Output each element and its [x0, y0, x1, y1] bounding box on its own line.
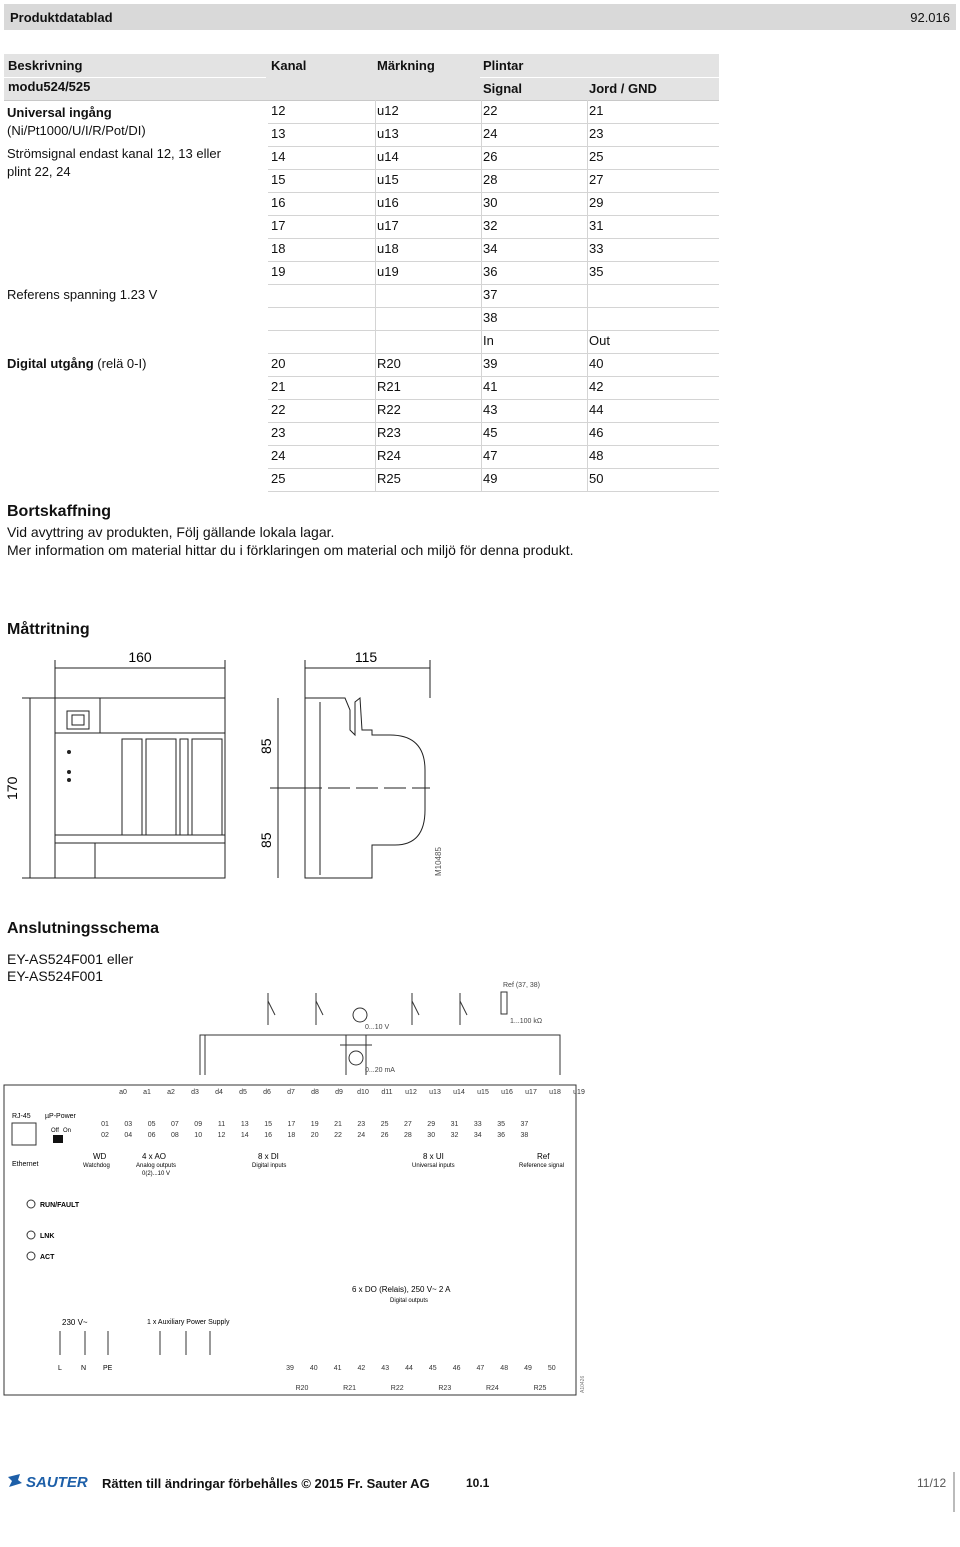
- output-terminal-number: 44: [405, 1365, 413, 1372]
- table-row-divider: [268, 399, 719, 400]
- row-markning: R22: [377, 402, 401, 417]
- terminal-number: 33: [473, 1121, 482, 1128]
- desc-ui-note2: plint 22, 24: [7, 164, 71, 179]
- row-markning: u14: [377, 149, 399, 164]
- terminal-number: 35: [497, 1121, 505, 1128]
- table-row-divider: [268, 146, 719, 147]
- row-gnd: 25: [589, 149, 604, 164]
- row-markning: u12: [377, 103, 399, 118]
- dim-height-lower: 85: [258, 832, 274, 848]
- row-kanal: 23: [271, 425, 286, 440]
- dim-drawing-code: M10485: [434, 847, 443, 876]
- document-type: Produktdatablad: [10, 10, 113, 25]
- led-act: ACT: [40, 1254, 55, 1261]
- row-signal: 38: [483, 310, 498, 325]
- row-markning: R23: [377, 425, 401, 440]
- ao-sub2: 0(2)...10 V: [142, 1171, 171, 1177]
- desc-ui-title: Universal ingång: [7, 105, 112, 120]
- row-gnd: 46: [589, 425, 604, 440]
- schema-res-label: 1...100 kΩ: [510, 1018, 543, 1025]
- ref-sub: Reference signal: [519, 1163, 565, 1169]
- row-gnd: 21: [589, 103, 604, 118]
- terminal-number: 19: [310, 1121, 319, 1128]
- io-terminal-label: d10: [357, 1089, 369, 1096]
- wd-sub: Watchdog: [83, 1163, 110, 1169]
- row-kanal: 18: [271, 241, 286, 256]
- v230-label: 230 V~: [62, 1318, 88, 1327]
- io-terminal-label: d3: [191, 1089, 199, 1096]
- run-fault-led-icon: [27, 1200, 35, 1208]
- schema-code: A10426: [580, 1375, 586, 1393]
- footer-page: 11/12: [917, 1476, 947, 1490]
- desc-do-bold: Digital utgång: [7, 356, 94, 371]
- terminal-number: 24: [357, 1132, 366, 1139]
- relay-label: R25: [533, 1385, 547, 1392]
- row-signal: 45: [483, 425, 498, 440]
- io-terminal-label: d7: [287, 1089, 295, 1096]
- row-gnd: 33: [589, 241, 604, 256]
- row-signal: 22: [483, 103, 498, 118]
- io-terminal-label: d8: [311, 1089, 319, 1096]
- relay-label: R22: [390, 1385, 404, 1392]
- io-terminal-label: d6: [263, 1089, 271, 1096]
- row-kanal: 22: [271, 402, 286, 417]
- terminal-number: 23: [357, 1121, 366, 1128]
- row-gnd: 35: [589, 264, 604, 279]
- lnk-led-icon: [27, 1231, 35, 1239]
- row-gnd: 44: [589, 402, 604, 417]
- row-markning: u13: [377, 126, 399, 141]
- terminal-number: 27: [404, 1121, 412, 1128]
- row-gnd: 27: [589, 172, 604, 187]
- output-terminal-number: 48: [500, 1365, 509, 1372]
- io-terminal-label: u18: [549, 1089, 561, 1096]
- terminal-number: 03: [124, 1121, 133, 1128]
- terminal-number: 04: [124, 1132, 133, 1139]
- row-gnd: 48: [589, 448, 604, 463]
- dim-height-upper: 85: [258, 738, 274, 754]
- col-markning: Märkning: [377, 58, 435, 73]
- terminal-number: 38: [520, 1132, 529, 1139]
- terminal-number: 26: [380, 1132, 389, 1139]
- row-markning: R25: [377, 471, 401, 486]
- row-signal: 36: [483, 264, 498, 279]
- output-terminal-number: 39: [286, 1365, 294, 1372]
- footer-divider: [953, 1472, 955, 1512]
- terminal-number: 17: [287, 1121, 296, 1128]
- desc-ref: Referens spanning 1.23 V: [7, 287, 158, 302]
- output-terminal-number: 45: [428, 1365, 437, 1372]
- terminal-number: 10: [194, 1132, 203, 1139]
- aux-label: 1 x Auxiliary Power Supply: [147, 1319, 230, 1326]
- row-kanal: 14: [271, 149, 286, 164]
- ui-label: 8 x UI: [423, 1152, 444, 1161]
- row-kanal: 12: [271, 103, 286, 118]
- terminal-number: 12: [217, 1132, 226, 1139]
- terminal-number: 37: [520, 1121, 529, 1128]
- table-row-divider: [268, 491, 719, 492]
- terminal-number: 29: [427, 1121, 436, 1128]
- relay-label: R20: [295, 1385, 309, 1392]
- relay-label: R21: [343, 1385, 357, 1392]
- relay-label: R24: [485, 1385, 499, 1392]
- row-markning: u17: [377, 218, 399, 233]
- output-terminal-number: 43: [381, 1365, 390, 1372]
- ao-label: 4 x AO: [142, 1152, 167, 1161]
- do-label: 6 x DO (Relais), 250 V~ 2 A: [352, 1285, 451, 1294]
- terminal-pe: PE: [103, 1365, 113, 1372]
- document-number: 92.016: [910, 10, 950, 25]
- row-signal: 30: [483, 195, 498, 210]
- relay-label: R23: [438, 1385, 452, 1392]
- output-terminal-number: 42: [357, 1365, 366, 1372]
- ethernet-label: Ethernet: [12, 1161, 39, 1168]
- output-terminal-number: 41: [333, 1365, 342, 1372]
- table-row-divider: [268, 353, 719, 354]
- output-terminal-number: 49: [524, 1365, 532, 1372]
- terminal-number: 13: [240, 1121, 249, 1128]
- io-terminal-label: d4: [215, 1089, 223, 1096]
- ui-sub: Universal inputs: [412, 1163, 455, 1169]
- page-header-bar: [4, 4, 956, 30]
- led-lnk: LNK: [40, 1233, 55, 1240]
- terminal-number: 28: [404, 1132, 412, 1139]
- io-terminal-label: a0: [119, 1089, 127, 1096]
- terminal-number: 21: [334, 1121, 342, 1128]
- wd-label: WD: [93, 1152, 107, 1161]
- row-signal: 43: [483, 402, 498, 417]
- terminal-number: 06: [147, 1132, 156, 1139]
- disposal-line1: Vid avyttring av produkten, Följ gällande lokala lagar.: [7, 524, 335, 540]
- di-sub: Digital inputs: [252, 1163, 287, 1169]
- row-signal: 37: [483, 287, 498, 302]
- ao-sub1: Analog outputs: [136, 1163, 177, 1169]
- footer-version: 10.1: [466, 1476, 490, 1490]
- row-markning: R24: [377, 448, 401, 463]
- io-terminal-label: u19: [573, 1089, 585, 1096]
- row-kanal: 15: [271, 172, 286, 187]
- terminal-number: 09: [194, 1121, 203, 1128]
- do-sub: Digital outputs: [390, 1298, 429, 1304]
- row-markning: u16: [377, 195, 399, 210]
- row-markning: R20: [377, 356, 401, 371]
- row-kanal: 16: [271, 195, 286, 210]
- brand-name: SAUTER: [26, 1474, 88, 1491]
- row-signal: 24: [483, 126, 498, 141]
- row-markning: R21: [377, 379, 401, 394]
- terminal-number: 30: [427, 1132, 436, 1139]
- row-kanal: 13: [271, 126, 286, 141]
- terminal-number: 08: [171, 1132, 179, 1139]
- col-jord: Jord / GND: [589, 81, 657, 96]
- table-column-divider: [481, 100, 482, 491]
- row-gnd: 50: [589, 471, 604, 486]
- row-markning: u18: [377, 241, 399, 256]
- row-signal: 39: [483, 356, 498, 371]
- table-row-divider: [268, 422, 719, 423]
- table-row-divider: [268, 445, 719, 446]
- io-terminal-label: d9: [335, 1089, 343, 1096]
- terminal-number: 15: [264, 1121, 272, 1128]
- desc-do: [7, 356, 146, 371]
- col-signal: Signal: [483, 81, 523, 96]
- table-row-divider: [268, 238, 719, 239]
- table-row-divider: [268, 468, 719, 469]
- row-markning: u19: [377, 264, 399, 279]
- rj45-port-icon: [12, 1123, 36, 1145]
- output-terminal-number: 40: [309, 1365, 318, 1372]
- io-terminal-label: d5: [239, 1089, 247, 1096]
- row-kanal: 19: [271, 264, 286, 279]
- terminal-number: 07: [171, 1121, 179, 1128]
- terminal-number: 20: [310, 1132, 319, 1139]
- schema-ref-label: Ref (37, 38): [503, 982, 540, 989]
- sauter-logo: [6, 1473, 90, 1491]
- dim-height: 170: [4, 776, 20, 800]
- io-terminal-label: u15: [477, 1089, 489, 1096]
- disposal-title: Bortskaffning: [7, 503, 111, 520]
- terminal-number: 32: [450, 1132, 459, 1139]
- schema-ma-label: 0...20 mA: [365, 1067, 395, 1074]
- row-kanal: 20: [271, 356, 286, 371]
- terminal-number: 25: [380, 1121, 389, 1128]
- schema-title: Anslutningsschema: [7, 920, 160, 937]
- table-row-divider: [268, 123, 719, 124]
- output-terminal-number: 46: [452, 1365, 461, 1372]
- schema-model-2: EY-AS524F001: [7, 968, 103, 984]
- output-terminal-number: 50: [547, 1365, 556, 1372]
- upower-off: Off: [51, 1128, 59, 1134]
- col-beskrivning: Beskrivning: [8, 58, 83, 73]
- row-kanal: 24: [271, 448, 286, 463]
- output-terminal-number: 47: [476, 1365, 485, 1372]
- row-signal: 26: [483, 149, 498, 164]
- schema-volt-label: 0...10 V: [365, 1024, 390, 1031]
- io-terminal-label: u12: [405, 1089, 417, 1096]
- row-gnd: 29: [589, 195, 604, 210]
- dim-width-front: 160: [128, 649, 152, 665]
- row-signal: 28: [483, 172, 498, 187]
- row-signal: In: [483, 333, 494, 348]
- terminal-number: 34: [473, 1132, 482, 1139]
- connection-schema: [0, 975, 600, 1405]
- table-row-divider: [268, 192, 719, 193]
- row-gnd: 42: [589, 379, 604, 394]
- row-signal: 34: [483, 241, 498, 256]
- io-terminal-label: u17: [525, 1089, 537, 1096]
- table-row-divider: [268, 330, 719, 331]
- row-gnd: 31: [589, 218, 604, 233]
- table-column-divider: [587, 100, 588, 491]
- terminal-number: 01: [101, 1121, 109, 1128]
- row-markning: u15: [377, 172, 399, 187]
- upower-switch-icon: [53, 1135, 63, 1143]
- table-row-divider: [268, 169, 719, 170]
- rj45-label: RJ-45: [12, 1113, 31, 1120]
- col-plintar: Plintar: [483, 58, 524, 73]
- io-terminal-label: d11: [381, 1089, 393, 1096]
- row-kanal: 21: [271, 379, 286, 394]
- table-row-divider: [268, 284, 719, 285]
- terminal-number: 18: [287, 1132, 296, 1139]
- dim-width-side: 115: [354, 649, 378, 665]
- col-model: modu524/525: [8, 79, 91, 94]
- terminal-n: N: [81, 1365, 87, 1372]
- terminal-number: 22: [334, 1132, 342, 1139]
- table-row-divider: [268, 261, 719, 262]
- row-signal: 32: [483, 218, 498, 233]
- di-label: 8 x DI: [258, 1152, 279, 1161]
- terminal-number: 31: [450, 1121, 459, 1128]
- row-gnd: 23: [589, 126, 604, 141]
- disposal-line2: Mer information om material hittar du i förklaringen om material och miljö för denna produkt.: [7, 542, 574, 558]
- terminal-number: 11: [217, 1121, 226, 1128]
- io-terminal-label: u14: [453, 1089, 465, 1096]
- led-run-fault: RUN/FAULT: [40, 1202, 80, 1209]
- terminal-number: 05: [147, 1121, 156, 1128]
- io-terminal-label: u16: [501, 1089, 513, 1096]
- dimension-drawing: [0, 640, 460, 890]
- col-kanal: Kanal: [271, 58, 307, 73]
- table-column-divider: [375, 100, 376, 491]
- row-kanal: 17: [271, 218, 286, 233]
- row-gnd: 40: [589, 356, 604, 371]
- desc-do-rest: (relä 0-I): [97, 356, 147, 371]
- desc-ui-types: (Ni/Pt1000/U/I/R/Pot/DI): [7, 123, 146, 138]
- terminal-number: 16: [264, 1132, 272, 1139]
- desc-ui-note1: Strömsignal endast kanal 12, 13 eller: [7, 146, 221, 161]
- io-terminal-label: a2: [167, 1089, 175, 1096]
- act-led-icon: [27, 1252, 35, 1260]
- terminal-number: 14: [240, 1132, 249, 1139]
- ref-label: Ref: [537, 1152, 550, 1161]
- terminal-l: L: [58, 1365, 62, 1372]
- io-terminal-label: u13: [429, 1089, 441, 1096]
- table-row-divider: [268, 307, 719, 308]
- row-signal: 49: [483, 471, 498, 486]
- footer-rights: Rätten till ändringar förbehålles © 2015 Fr. Sauter AG: [102, 1476, 430, 1491]
- upower-on: On: [63, 1128, 72, 1134]
- table-row-divider: [268, 376, 719, 377]
- table-row-divider: [268, 215, 719, 216]
- terminal-number: 36: [497, 1132, 505, 1139]
- io-terminal-label: a1: [143, 1089, 151, 1096]
- row-gnd: Out: [589, 333, 610, 348]
- row-signal: 47: [483, 448, 498, 463]
- schema-model-1: EY-AS524F001 eller: [7, 951, 134, 967]
- row-kanal: 25: [271, 471, 286, 486]
- terminal-number: 02: [101, 1132, 109, 1139]
- dimension-title: Måttritning: [7, 621, 90, 638]
- row-signal: 41: [483, 379, 498, 394]
- upower-label: µP-Power: [45, 1113, 76, 1120]
